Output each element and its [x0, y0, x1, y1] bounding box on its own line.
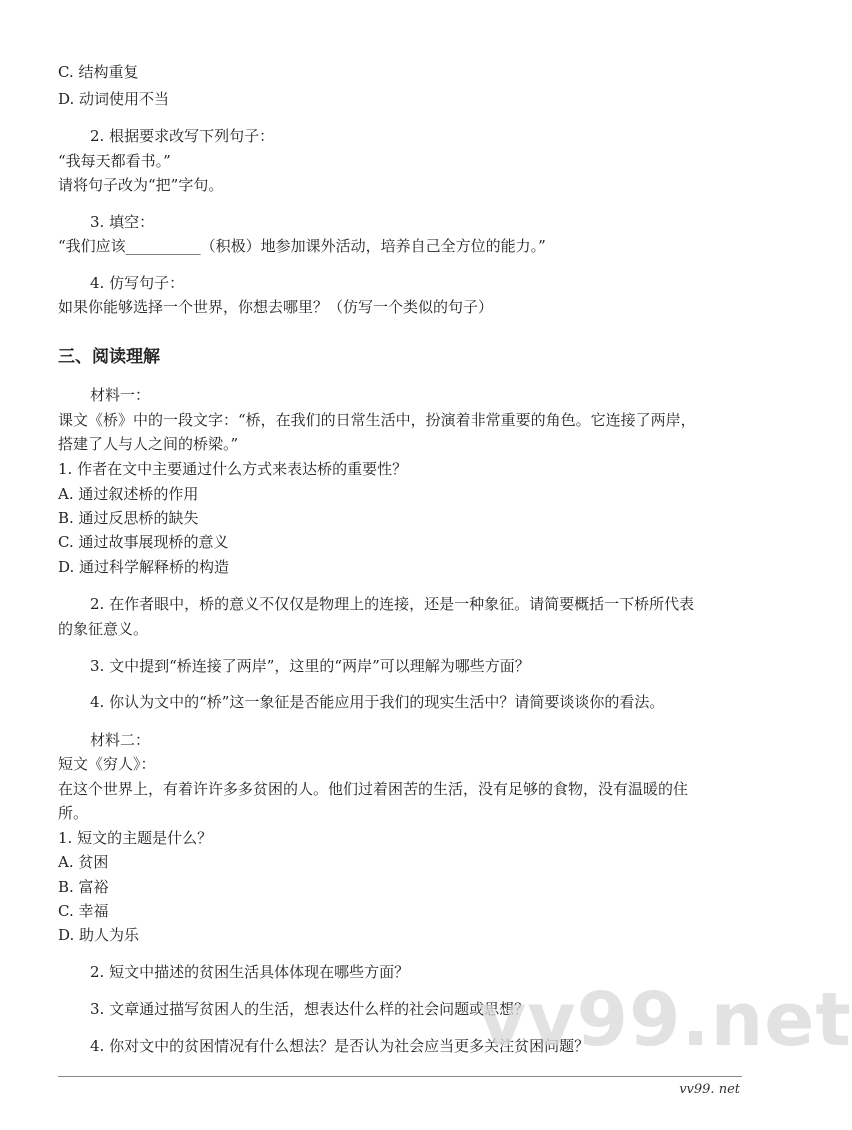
m1-q1-option-c: C. 通过故事展现桥的意义	[58, 533, 229, 551]
m2-question-3: 3. 文章通过描写贫困人的生活，想表达什么样的社会问题或思想？	[90, 1000, 530, 1018]
m1-question-2-cont: 的象征意义。	[58, 620, 149, 638]
m1-question-3: 3. 文中提到“桥连接了两岸”，这里的“两岸”可以理解为哪些方面？	[90, 657, 530, 675]
material-1-label: 材料一：	[90, 386, 151, 404]
material-2-text-cont: 所。	[58, 804, 89, 822]
section-3-heading: 三、阅读理解	[58, 347, 160, 367]
m2-q1-option-c: C. 幸福	[58, 902, 109, 920]
question-2-title: 2. 根据要求改写下列句子：	[90, 127, 275, 145]
m2-q1-option-d: D. 助人为乐	[58, 926, 140, 944]
material-2-text: 在这个世界上，有着许许多多贫困的人。他们过着困苦的生活，没有足够的食物，没有温暖的住	[58, 780, 689, 798]
m2-q1-option-b: B. 富裕	[58, 878, 109, 896]
option-c: C. 结构重复	[58, 63, 139, 81]
watermark: vv99.net	[478, 977, 852, 1063]
m1-q1-option-a: A. 通过叙述桥的作用	[58, 485, 199, 503]
m2-q1-option-a: A. 贫困	[58, 853, 109, 871]
option-d: D. 动词使用不当	[58, 90, 170, 108]
question-2-sentence: “我每天都看书。”	[58, 152, 171, 170]
footer-divider	[58, 1076, 742, 1077]
question-3-sentence: “我们应该__________（积极）地参加课外活动，培养自己全方位的能力。”	[58, 237, 546, 255]
material-2-label: 材料二：	[90, 731, 151, 749]
m1-question-1: 1. 作者在文中主要通过什么方式来表达桥的重要性？	[58, 460, 408, 478]
footer-site-name: vv99. net	[679, 1082, 740, 1097]
question-4-sentence: 如果你能够选择一个世界，你想去哪里？（仿写一个类似的句子）	[58, 298, 494, 316]
m2-question-1: 1. 短文的主题是什么？	[58, 829, 213, 847]
question-4-title: 4. 仿写句子：	[90, 274, 185, 292]
m1-question-2: 2. 在作者眼中，桥的意义不仅仅是物理上的连接，还是一种象征。请简要概括一下桥所代表	[90, 595, 695, 613]
m2-question-4: 4. 你对文中的贫困情况有什么想法？是否认为社会应当更多关注贫困问题？	[90, 1037, 590, 1055]
m1-q1-option-d: D. 通过科学解释桥的构造	[58, 558, 230, 576]
question-2-instruction: 请将句子改为“把”字句。	[58, 176, 224, 194]
m2-question-2: 2. 短文中描述的贫困生活具体体现在哪些方面？	[90, 963, 410, 981]
material-2-title: 短文《穷人》：	[58, 755, 156, 773]
material-1-text-cont: 搭建了人与人之间的桥梁。”	[58, 435, 239, 453]
material-1-text: 课文《桥》中的一段文字：“桥，在我们的日常生活中，扮演着非常重要的角色。它连接了两岸，	[58, 411, 696, 429]
m1-q1-option-b: B. 通过反思桥的缺失	[58, 509, 199, 527]
question-3-title: 3. 填空：	[90, 213, 155, 231]
m1-question-4: 4. 你认为文中的“桥”这一象征是否能应用于我们的现实生活中？请简要谈谈你的看法。	[90, 693, 665, 711]
